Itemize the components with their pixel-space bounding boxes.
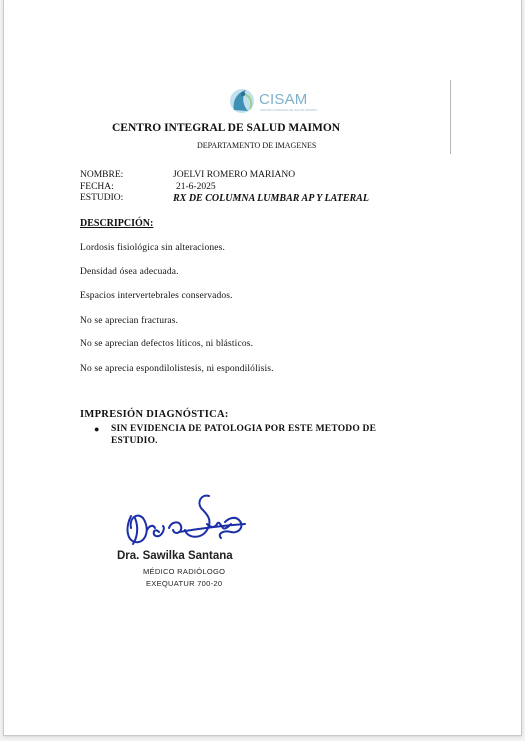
- doctor-exequatur: EXEQUATUR 700-20: [146, 579, 223, 588]
- doctor-title: MÉDICO RADIÓLOGO: [143, 567, 226, 576]
- department-name: DEPARTAMENTO DE IMAGENES: [197, 141, 317, 150]
- impression-heading: IMPRESIÓN DIAGNÓSTICA:: [80, 409, 229, 420]
- finding-line: Espacios intervertebrales conservados.: [80, 291, 233, 301]
- description-heading: DESCRIPCIÓN:: [80, 218, 154, 229]
- finding-line: Lordosis fisiológica sin alteraciones.: [80, 243, 225, 253]
- impression-text: SIN EVIDENCIA DE PATOLOGIA POR ESTE METODO DE ESTUDIO.: [111, 424, 377, 446]
- center-name: CENTRO INTEGRAL DE SALUD MAIMON: [112, 122, 341, 134]
- finding-line: No se aprecian fracturas.: [80, 316, 179, 326]
- document-page: [3, 0, 522, 736]
- impression-list: [94, 423, 424, 447]
- finding-line: Densidad ósea adecuada.: [80, 267, 179, 277]
- info-value: JOELVI ROMERO MARIANO: [173, 170, 296, 180]
- cisam-logo: [222, 84, 318, 118]
- info-label: ESTUDIO:: [80, 193, 124, 203]
- finding-line: No se aprecia espondilolistesis, ni espondilólisis.: [80, 364, 274, 374]
- info-label: NOMBRE:: [80, 170, 124, 180]
- info-value: 21-6-2025: [176, 182, 216, 192]
- info-value: RX DE COLUMNA LUMBAR AP Y LATERAL: [173, 193, 369, 204]
- impression-item: [94, 423, 424, 447]
- finding-line: No se aprecian defectos líticos, ni blásticos.: [80, 339, 254, 349]
- logo-text: CISAM: [259, 91, 308, 108]
- margin-marker: [450, 80, 451, 154]
- handwritten-signature-icon: [121, 488, 251, 556]
- info-label: FECHA:: [80, 182, 114, 192]
- cisam-logo-emblem-icon: [222, 84, 262, 118]
- logo-subtext: CENTRO INTEGRAL DE SALUD MAIMON: [260, 108, 318, 112]
- doctor-name: Dra. Sawilka Santana: [117, 550, 233, 562]
- bullet-icon: ●: [94, 424, 100, 434]
